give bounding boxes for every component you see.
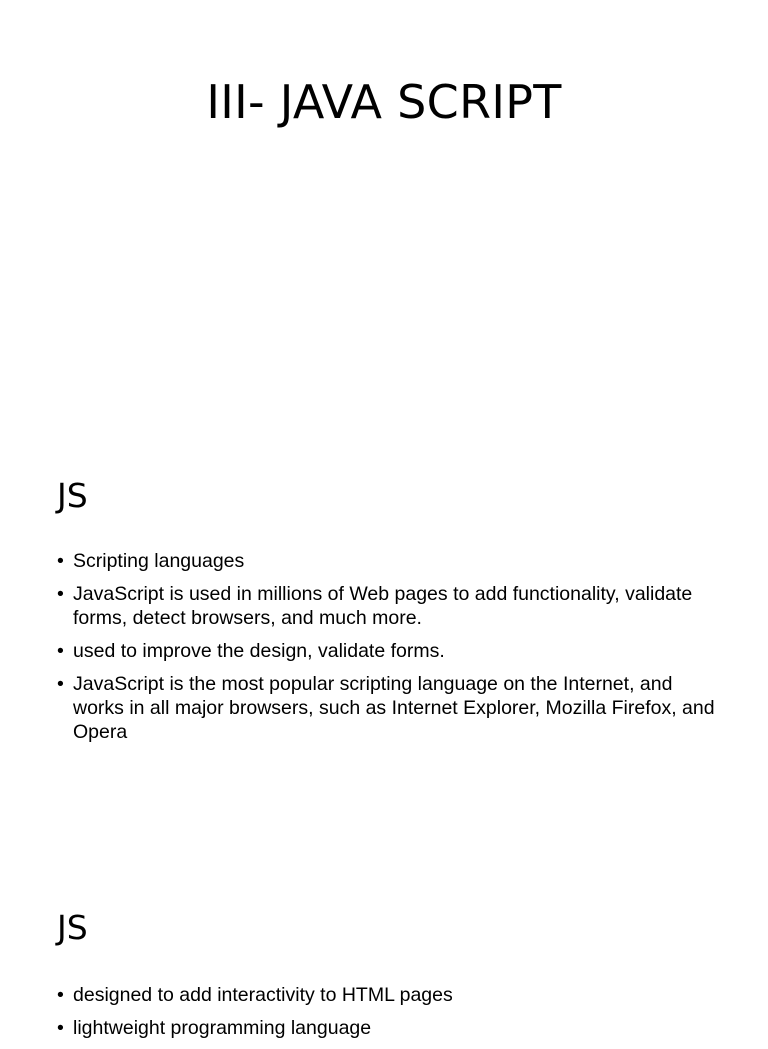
bullet-glyph: • — [57, 550, 64, 572]
bullet-glyph: • — [57, 1017, 64, 1039]
slide-heading: JS — [57, 476, 88, 515]
bullet-item — [57, 672, 717, 744]
bullet-glyph: • — [57, 583, 64, 605]
bullet-glyph: • — [57, 640, 64, 662]
bullet-item — [57, 983, 717, 1007]
slide-heading: JS — [57, 908, 88, 947]
bullet-text: lightweight programming language — [73, 1017, 372, 1039]
bullet-text: Scripting languages — [73, 550, 245, 572]
bullet-text: JavaScript is the most popular scripting language on the Internet, and works in all major browsers, such as Internet Explorer, Mozilla Firefox, and Opera — [73, 673, 715, 743]
bullet-glyph: • — [57, 673, 64, 695]
bullet-item — [57, 639, 717, 663]
bullet-text: used to improve the design, validate forms. — [73, 640, 445, 662]
content-slide-js-1 — [0, 432, 768, 864]
bullet-item — [57, 1016, 717, 1040]
title-slide — [0, 0, 768, 432]
bullet-item — [57, 549, 717, 573]
bullet-item — [57, 582, 717, 630]
bullet-text: JavaScript is used in millions of Web pages to add functionality, validate forms, detect browsers, and much more. — [73, 583, 693, 629]
bullet-text: designed to add interactivity to HTML pages — [73, 984, 453, 1006]
content-slide-js-2 — [0, 864, 768, 1039]
slide-title: III- JAVA SCRIPT — [206, 75, 562, 129]
bullet-list — [57, 549, 717, 753]
bullet-list — [57, 983, 717, 1049]
bullet-glyph: • — [57, 984, 64, 1006]
